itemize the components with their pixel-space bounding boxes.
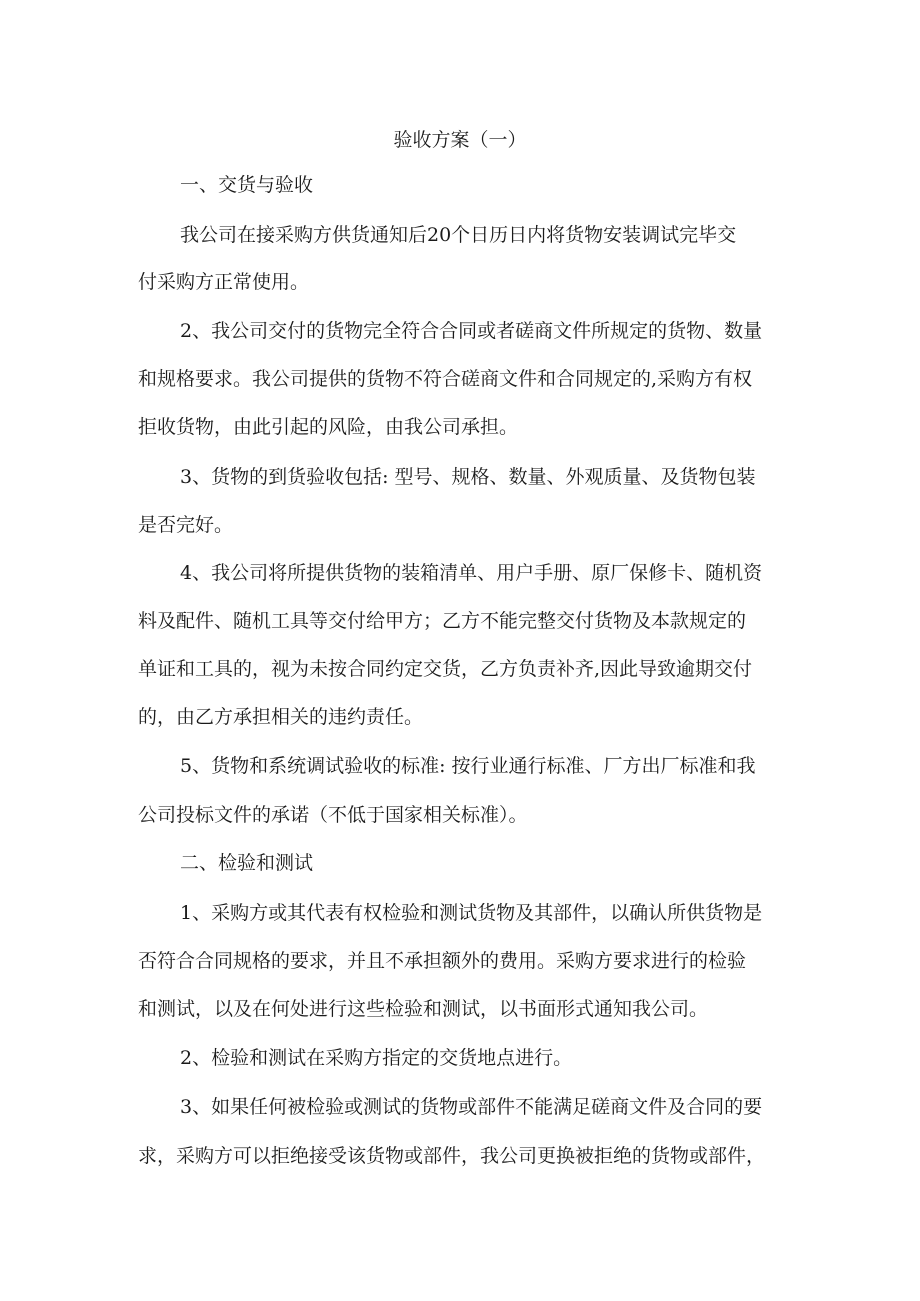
paragraph-line: 3、货物的到货验收包括: 型号、规格、数量、外观质量、及货物包装 (180, 466, 756, 488)
paragraph-line: 求，采购方可以拒绝接受该货物或部件，我公司更换被拒绝的货物或部件， (138, 1145, 766, 1167)
paragraph-line: 2、我公司交付的货物完全符合合同或者磋商文件所规定的货物、数量 (180, 320, 763, 342)
paragraph-line: 拒收货物，由此引起的风险，由我公司承担。 (138, 416, 519, 438)
paragraph-line: 是否完好。 (138, 514, 234, 536)
paragraph-line: 公司投标文件的承诺（不低于国家相关标准）。 (138, 804, 528, 826)
section-heading-2: 二、检验和测试 (180, 852, 314, 874)
paragraph-line: 我公司在接采购方供货通知后20个日历日内将货物安装调试完毕交 (180, 224, 737, 246)
paragraph-line: 否符合合同规格的要求，并且不承担额外的费用。采购方要求进行的检验 (138, 950, 747, 972)
paragraph-line: 的，由乙方承担相关的违约责任。 (138, 706, 424, 728)
paragraph-line: 单证和工具的，视为未按合同约定交货，乙方负责补齐,因此导致逾期交付 (138, 658, 753, 680)
paragraph-line: 和测试，以及在何处进行这些检验和测试，以书面形式通知我公司。 (138, 998, 709, 1020)
section-heading-1: 一、交货与验收 (180, 174, 314, 196)
paragraph-line: 和规格要求。我公司提供的货物不符合磋商文件和合同规定的,采购方有权 (138, 368, 753, 390)
paragraph-line: 3、如果任何被检验或测试的货物或部件不能满足磋商文件及合同的要 (180, 1096, 763, 1118)
paragraph-line: 2、检验和测试在采购方指定的交货地点进行。 (180, 1047, 573, 1069)
paragraph-line: 料及配件、随机工具等交付给甲方；乙方不能完整交付货物及本款规定的 (138, 610, 747, 632)
paragraph-line: 1、采购方或其代表有权检验和测试货物及其部件，以确认所供货物是 (180, 902, 763, 924)
paragraph-line: 付采购方正常使用。 (138, 271, 310, 293)
document-title: 验收方案（一） (393, 129, 527, 151)
paragraph-line: 5、货物和系统调试验收的标准: 按行业通行标准、厂方出厂标准和我 (180, 755, 756, 777)
paragraph-line: 4、我公司将所提供货物的装箱清单、用户手册、原厂保修卡、随机资 (180, 562, 763, 584)
